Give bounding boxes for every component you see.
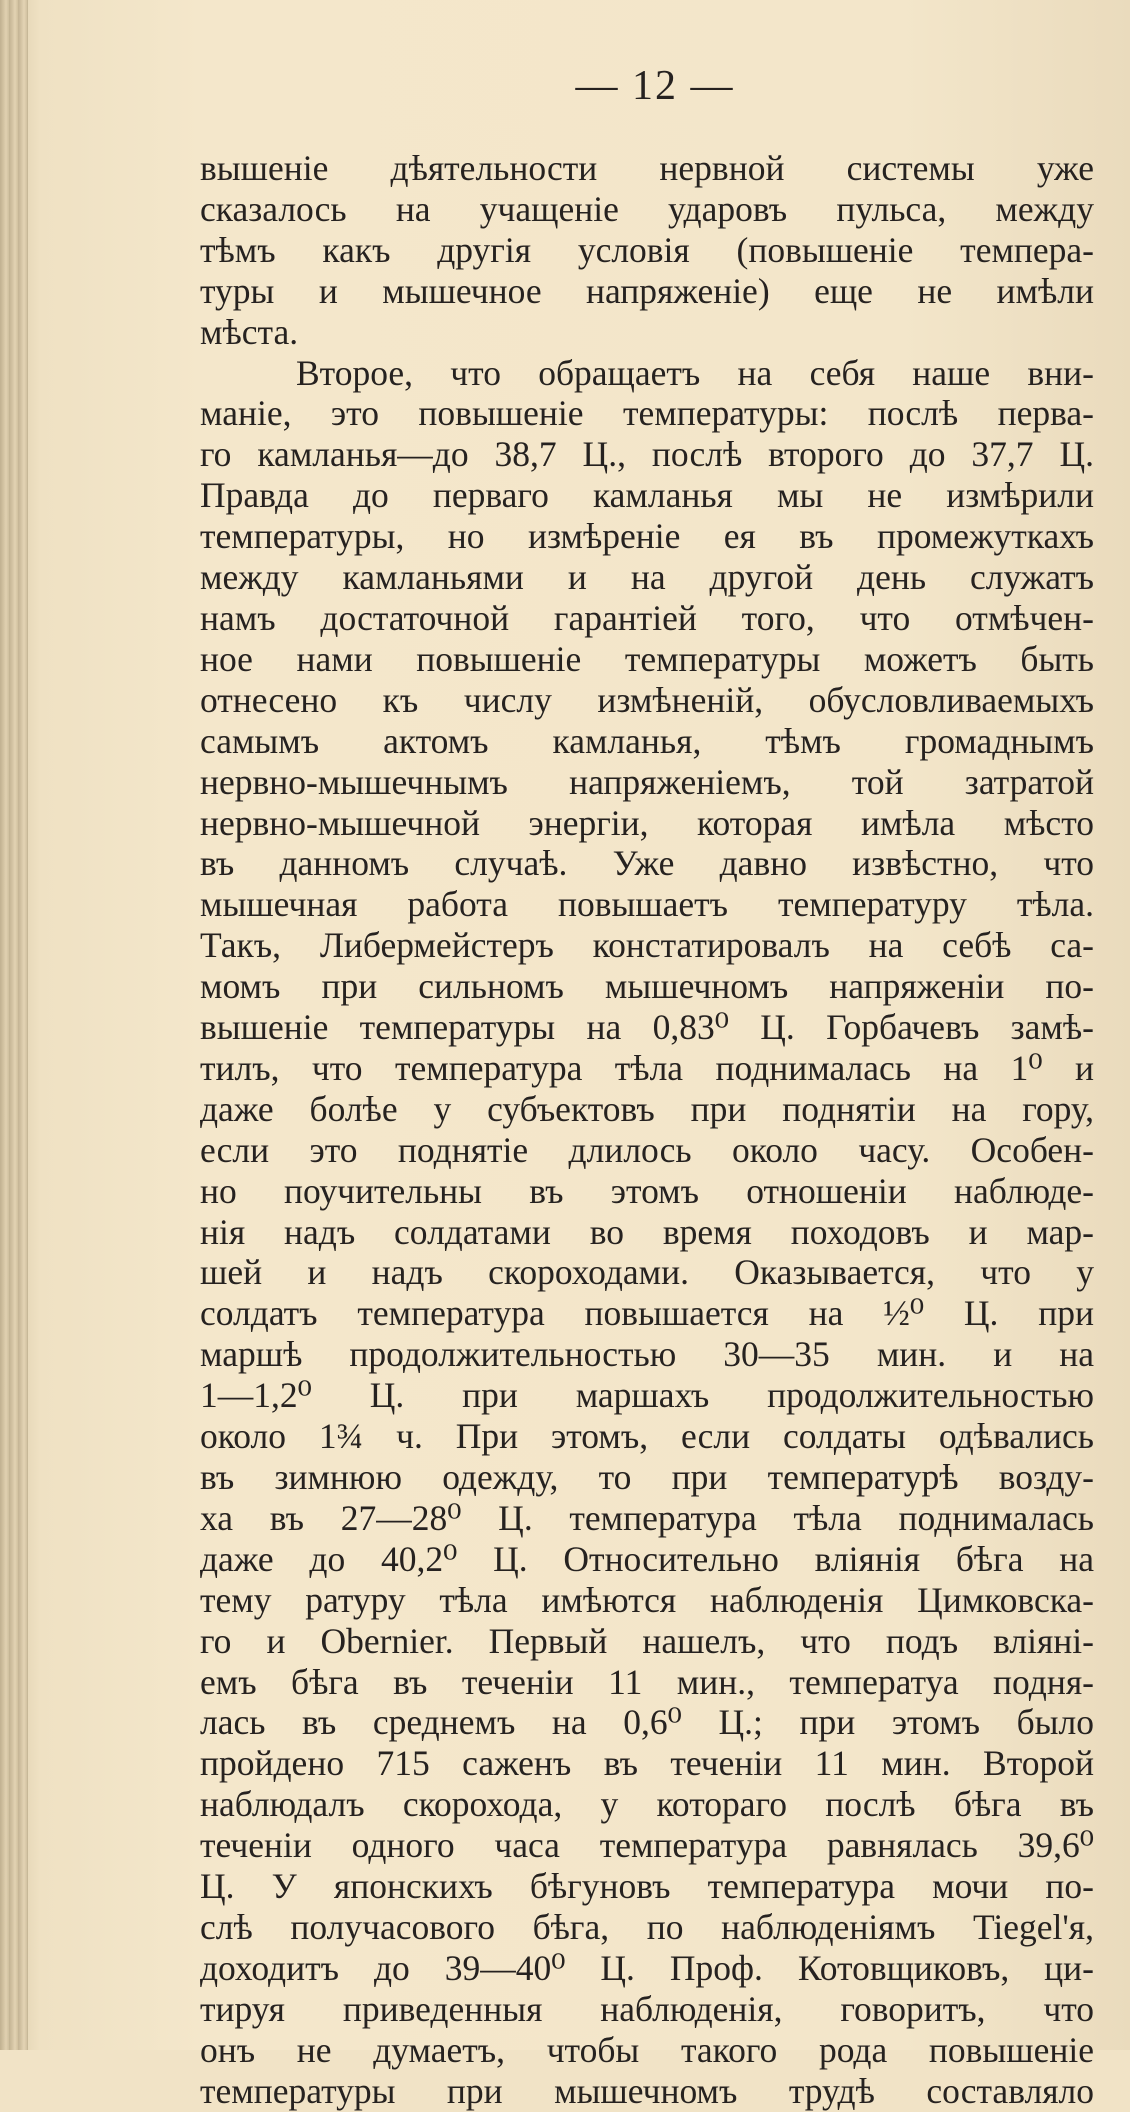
- text-line: въ данномъ случаѣ. Уже давно извѣстно, что: [200, 843, 1094, 884]
- body-text: [200, 148, 1094, 2112]
- text-line: шей и надъ скороходами. Оказывается, что у: [200, 1252, 1094, 1293]
- text-line: намъ достаточной гарантіей того, что отмѣчен-: [200, 597, 1094, 638]
- text-line: но поучительны въ этомъ отношеніи наблюде-: [200, 1170, 1094, 1211]
- text-line: даже болѣе у субъектовъ при поднятіи на гору,: [200, 1088, 1094, 1129]
- text-line: пройдено 715 саженъ въ теченіи 11 мин. Второй: [200, 1743, 1094, 1784]
- text-line: доходитъ до 39—40⁰ Ц. Проф. Котовщиковъ, ци-: [200, 1947, 1094, 1988]
- text-line: нервно-мышечнымъ напряженіемъ, той затратой: [200, 761, 1094, 802]
- text-line: около 1¾ ч. При этомъ, если солдаты одѣвались: [200, 1416, 1094, 1457]
- text-line: нія надъ солдатами во время походовъ и мар-: [200, 1211, 1094, 1252]
- binding-edge: [0, 0, 28, 2050]
- text-line: маршѣ продолжительностью 30—35 мин. и на: [200, 1334, 1094, 1375]
- text-line: мышечная работа повышаетъ температуру тѣла.: [200, 884, 1094, 925]
- text-line: тируя приведенныя наблюденія, говоритъ, что: [200, 1988, 1094, 2029]
- text-line: вышеніе дѣятельности нервной системы уже: [200, 148, 1094, 188]
- text-line: Второе, что обращаетъ на себя наше вни-: [296, 352, 1094, 393]
- text-line: даже до 40,2⁰ Ц. Относительно вліянія бѣга на: [200, 1538, 1094, 1579]
- text-line: Ц. У японскихъ бѣгуновъ температура мочи по-: [200, 1866, 1094, 1907]
- text-line: сказалось на учащеніе ударовъ пульса, между: [200, 188, 1094, 229]
- text-line: тему ратуру тѣла имѣются наблюденія Цимковска-: [200, 1579, 1094, 1620]
- text-line: го камланья—до 38,7 Ц., послѣ второго до 37,7 Ц.: [200, 434, 1094, 475]
- text-line: температуры, но измѣреніе ея въ промежуткахъ: [200, 516, 1094, 557]
- text-line: ха въ 27—28⁰ Ц. температура тѣла поднималась: [200, 1497, 1094, 1538]
- text-line: теченіи одного часа температура равнялась 39,6⁰: [200, 1825, 1094, 1866]
- text-line: момъ при сильномъ мышечномъ напряженіи по-: [200, 966, 1094, 1007]
- text-line: ное нами повышеніе температуры можетъ быть: [200, 638, 1094, 679]
- text-line: туры и мышечное напряженіе) еще не имѣли: [200, 270, 1094, 311]
- text-line: емъ бѣга въ теченіи 11 мин., температуа подня-: [200, 1661, 1094, 1702]
- text-line: онъ не думаетъ, чтобы такого рода повышеніе: [200, 2029, 1094, 2070]
- text-line: тилъ, что температура тѣла поднималась на 1⁰ и: [200, 1047, 1094, 1088]
- text-line: тѣмъ какъ другія условія (повышеніе темпера-: [200, 229, 1094, 270]
- page-number: — 12 —: [575, 63, 735, 109]
- text-line: 1—1,2⁰ Ц. при маршахъ продолжительностью: [200, 1375, 1094, 1416]
- text-line: въ зимнюю одежду, то при температурѣ возду-: [200, 1457, 1094, 1497]
- text-line: солдатъ температура повышается на ½⁰ Ц. при: [200, 1293, 1094, 1334]
- text-line: го и Obernier. Первый нашелъ, что подъ вліяні-: [200, 1620, 1094, 1661]
- text-line: между камланьями и на другой день служатъ: [200, 557, 1094, 598]
- text-line: Правда до перваго камланья мы не измѣрили: [200, 475, 1094, 516]
- text-line: Такъ, Либермейстеръ констатировалъ на себѣ са-: [200, 925, 1094, 966]
- text-line: мѣста.: [200, 311, 299, 352]
- text-line: если это поднятіе длилось около часу. Особен-: [200, 1129, 1094, 1170]
- text-line: температуры при мышечномъ трудѣ составляло: [200, 2070, 1094, 2111]
- text-line: самымъ актомъ камланья, тѣмъ громаднымъ: [200, 720, 1094, 761]
- text-line: маніе, это повышеніе температуры: послѣ перва-: [200, 393, 1094, 434]
- text-line: вышеніе температуры на 0,83⁰ Ц. Горбачевъ замѣ-: [200, 1007, 1094, 1048]
- text-line: нервно-мышечной энергіи, которая имѣла мѣсто: [200, 802, 1094, 843]
- text-line: слѣ получасового бѣга, по наблюденіямъ Tiegel'я,: [200, 1906, 1094, 1947]
- text-line: наблюдалъ скорохода, у котораго послѣ бѣга въ: [200, 1784, 1094, 1825]
- text-line: лась въ среднемъ на 0,6⁰ Ц.; при этомъ было: [200, 1702, 1094, 1743]
- text-line: отнесено къ числу измѣненій, обусловливаемыхъ: [200, 679, 1094, 720]
